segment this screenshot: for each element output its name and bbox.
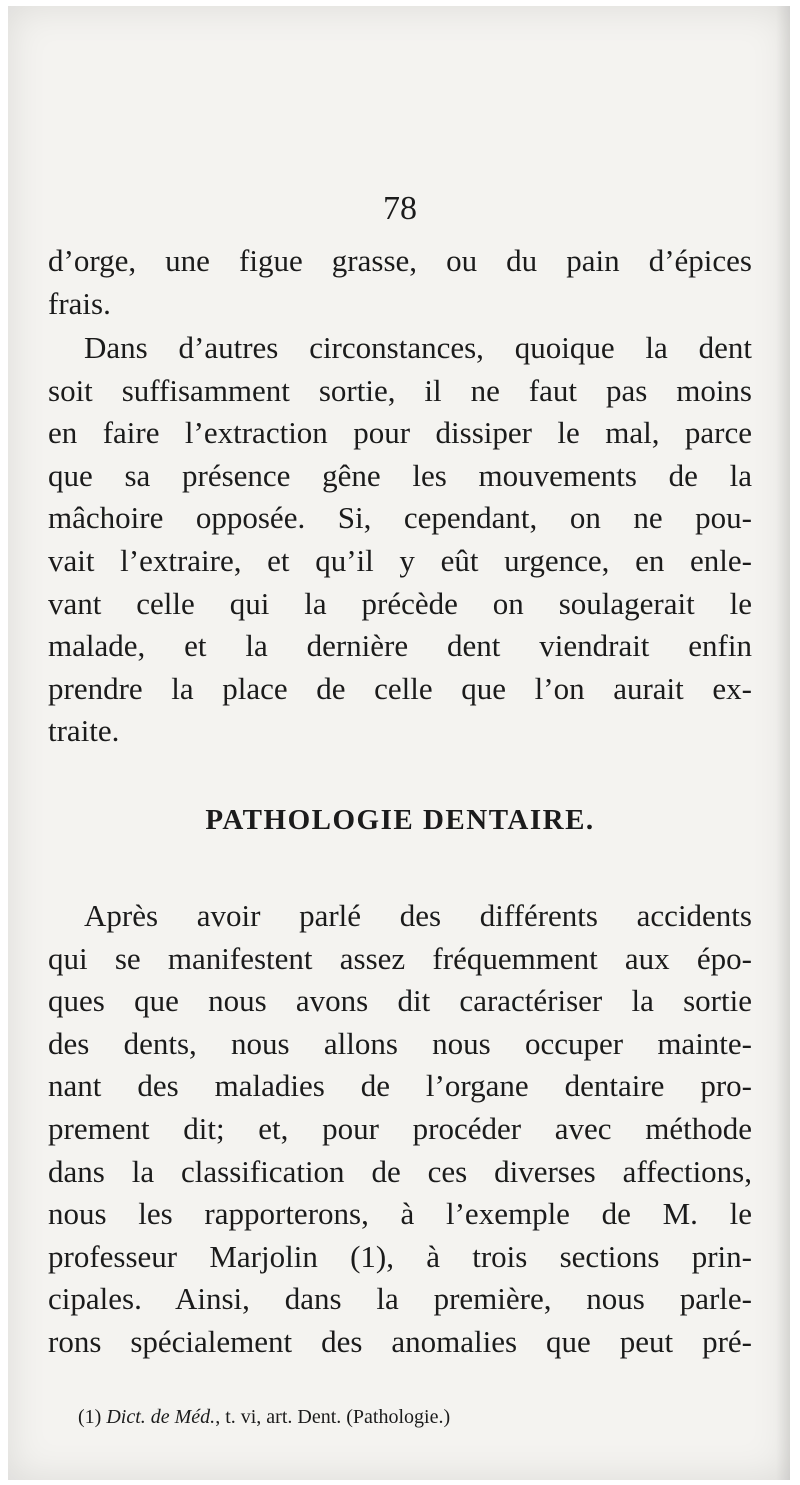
text-line: en faire l’extraction pour dissiper le mal, parce: [48, 415, 752, 451]
text-line: qui se manifestent assez fréquemment aux épo-: [48, 940, 752, 976]
text-line: frais.: [48, 285, 111, 321]
text-line: Dans d’autres circonstances, quoique la dent: [84, 330, 752, 365]
text-line: ques que nous avons dit caractériser la sortie: [48, 983, 752, 1019]
footnote-details: , t. vi, art. Dent. (Pathologie.): [215, 1406, 451, 1428]
text-line: vant celle qui la précède on soulagerait le: [48, 585, 752, 621]
footnote: [78, 1406, 450, 1429]
paragraph-continuation: [48, 240, 752, 325]
page-number: 78: [383, 190, 417, 227]
text-line: cipales. Ainsi, dans la première, nous parle-: [48, 1281, 752, 1317]
text-line: malade, et la dernière dent viendrait enfin: [48, 628, 752, 664]
footnote-source: Dict. de Méd.: [106, 1406, 216, 1428]
paragraph-extraction: [48, 327, 752, 753]
section-heading: PATHOLOGIE DENTAIRE.: [205, 804, 595, 836]
text-line: dans la classification de ces diverses affections,: [48, 1153, 752, 1189]
text-line: des dents, nous allons nous occuper mainte-: [48, 1025, 752, 1061]
text-line: soit suffisamment sortie, il ne faut pas moins: [48, 372, 752, 408]
text-line: Après avoir parlé des différents accidents: [84, 898, 752, 933]
text-line: traite.: [48, 713, 120, 749]
footnote-marker: (1): [78, 1406, 102, 1428]
text-line: vait l’extraire, et qu’il y eût urgence, en enle-: [48, 542, 752, 578]
text-line: rons spécialement des anomalies que peut pré-: [48, 1323, 752, 1359]
text-line: mâchoire opposée. Si, cependant, on ne pou-: [48, 500, 752, 536]
text-line: que sa présence gêne les mouvements de la: [48, 457, 752, 493]
text-line: prement dit; et, pour procéder avec méthode: [48, 1110, 752, 1146]
text-line: nant des maladies de l’organe dentaire pro-: [48, 1068, 752, 1104]
text-line: d’orge, une figue grasse, ou du pain d’épices: [48, 243, 752, 278]
paragraph-pathology: [48, 895, 752, 1364]
text-line: professeur Marjolin (1), à trois sections prin-: [48, 1238, 752, 1274]
text-line: prendre la place de celle que l’on aurait ex-: [48, 670, 752, 706]
text-line: nous les rapporterons, à l’exemple de M. le: [48, 1196, 752, 1232]
